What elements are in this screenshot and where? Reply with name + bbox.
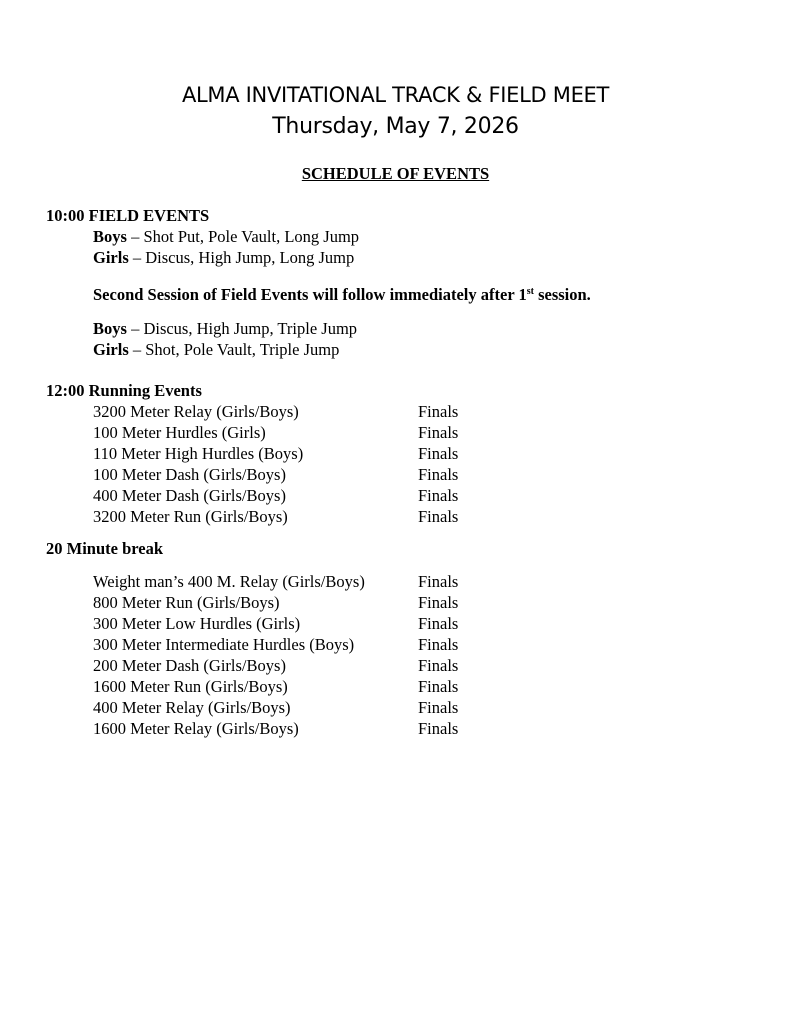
event-round: Finals	[418, 423, 459, 442]
event-name: 200 Meter Dash (Girls/Boys)	[93, 656, 286, 675]
event-round: Finals	[418, 593, 459, 612]
group-label: Girls	[93, 248, 129, 267]
group-events: – Discus, High Jump, Long Jump	[128, 248, 355, 267]
field-session2-boys	[93, 318, 357, 339]
event-round: Finals	[418, 635, 459, 654]
event-name: 1600 Meter Run (Girls/Boys)	[93, 677, 288, 696]
event-round: Finals	[418, 677, 459, 696]
group-events: – Discus, High Jump, Triple Jump	[126, 319, 358, 338]
event-name: 100 Meter Hurdles (Girls)	[93, 423, 266, 442]
meet-title: ALMA INVITATIONAL TRACK & FIELD MEET	[181, 83, 610, 107]
field-session1-boys	[93, 226, 359, 247]
event-name: 110 Meter High Hurdles (Boys)	[93, 444, 304, 463]
event-name: 800 Meter Run (Girls/Boys)	[93, 593, 280, 612]
event-name: 400 Meter Dash (Girls/Boys)	[93, 486, 286, 505]
second-session-note	[93, 284, 591, 305]
event-name: Weight man’s 400 M. Relay (Girls/Boys)	[93, 572, 365, 591]
schedule-heading: SCHEDULE OF EVENTS	[301, 164, 490, 183]
event-round: Finals	[418, 698, 459, 717]
field-session1-girls	[93, 247, 354, 268]
event-name: 400 Meter Relay (Girls/Boys)	[93, 698, 291, 717]
event-name: 300 Meter Low Hurdles (Girls)	[93, 614, 301, 633]
event-name: 100 Meter Dash (Girls/Boys)	[93, 465, 286, 484]
event-round: Finals	[418, 507, 459, 526]
group-label: Boys	[93, 227, 127, 246]
running-events-heading: 12:00 Running Events	[46, 381, 202, 400]
event-round: Finals	[418, 614, 459, 633]
event-round: Finals	[418, 402, 459, 421]
note-text: Second Session of Field Events will follow immediately after 1	[93, 285, 527, 304]
event-name: 1600 Meter Relay (Girls/Boys)	[93, 719, 299, 738]
group-label: Boys	[93, 319, 127, 338]
event-round: Finals	[418, 656, 459, 675]
note-tail: session.	[533, 285, 591, 304]
field-session2-girls	[93, 339, 339, 360]
event-name: 300 Meter Intermediate Hurdles (Boys)	[93, 635, 355, 654]
event-name: 3200 Meter Relay (Girls/Boys)	[93, 402, 299, 421]
group-events: – Shot Put, Pole Vault, Long Jump	[126, 227, 360, 246]
event-name: 3200 Meter Run (Girls/Boys)	[93, 507, 288, 526]
event-round: Finals	[418, 572, 459, 591]
meet-date: Thursday, May 7, 2026	[272, 114, 519, 139]
field-events-heading: 10:00 FIELD EVENTS	[46, 206, 210, 225]
event-round: Finals	[418, 486, 459, 505]
group-events: – Shot, Pole Vault, Triple Jump	[128, 340, 340, 359]
event-round: Finals	[418, 465, 459, 484]
event-round: Finals	[418, 719, 459, 738]
break-heading: 20 Minute break	[46, 539, 164, 558]
group-label: Girls	[93, 340, 129, 359]
event-round: Finals	[418, 444, 459, 463]
note-superscript: st	[526, 286, 534, 297]
